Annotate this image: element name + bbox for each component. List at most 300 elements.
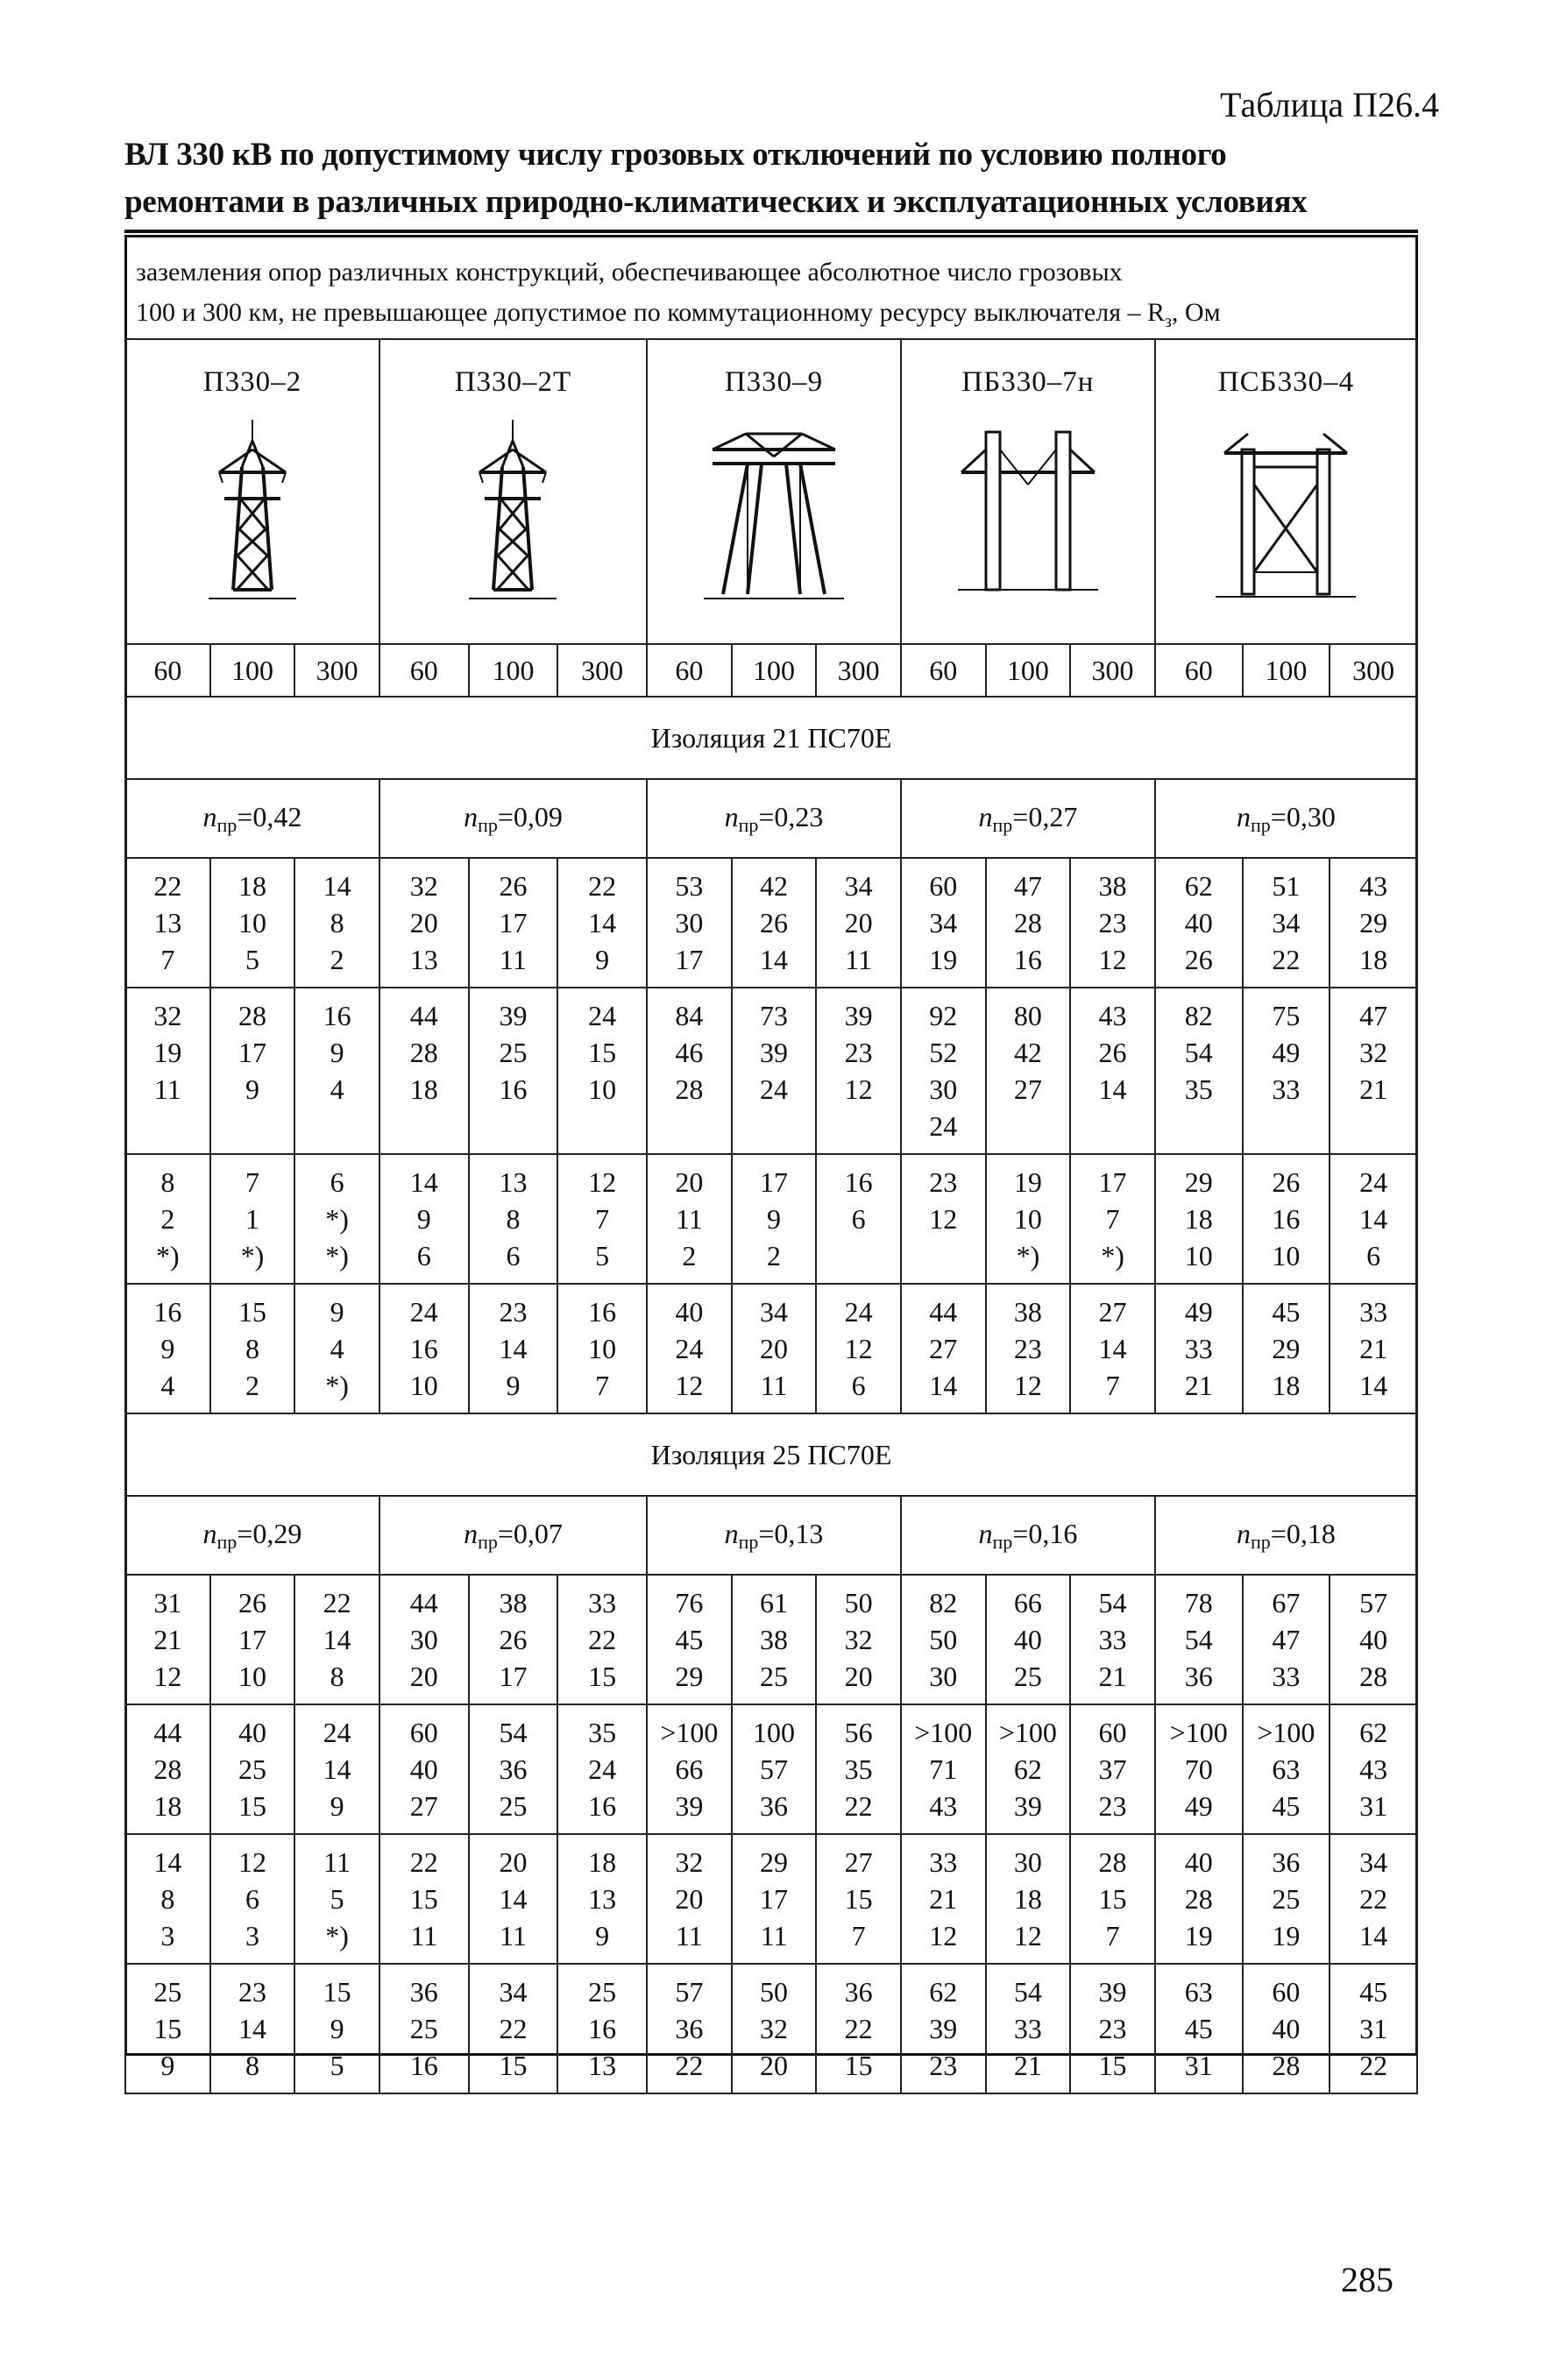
resistance-value: 11 [760,1920,788,1951]
resistance-cell [732,1154,817,1284]
resistance-cell [901,1154,986,1284]
resistance-value: 12 [588,1166,617,1198]
span-length-cell: 60 [647,644,732,697]
resistance-cell [816,1154,901,1284]
resistance-value: 15 [153,2013,182,2044]
resistance-value: 16 [588,2013,617,2044]
resistance-value: 10 [409,1370,438,1401]
resistance-value: *) [325,1203,349,1235]
resistance-cell [294,1964,379,2093]
np-value-cell [647,779,901,858]
page-number: 285 [1341,2260,1393,2299]
table-row [125,988,1417,1154]
resistance-value: 36 [499,1753,528,1785]
resistance-value: 33 [1098,1624,1127,1655]
resistance-value: 15 [409,1883,438,1915]
resistance-value: 10 [238,907,266,939]
resistance-value: 35 [588,1717,617,1748]
span-length-cell: 60 [901,644,986,697]
resistance-value: 29 [1184,1166,1213,1198]
resistance-value: 62 [1013,1753,1042,1785]
resistance-value: 73 [759,1000,788,1031]
resistance-value: 36 [675,2013,704,2044]
resistance-value: 100 [752,1717,795,1748]
data-table [124,338,1418,2094]
resistance-value: 22 [844,1790,873,1822]
resistance-value: 6 [245,1883,259,1915]
resistance-cell [469,1575,558,1704]
resistance-value: 49 [1272,1037,1301,1068]
np-value-cell [1155,779,1417,858]
resistance-cell [986,988,1071,1154]
np-subscript: пр [478,813,498,836]
resistance-value: 22 [499,2013,528,2044]
resistance-value: 33 [1013,2013,1042,2044]
resistance-value: 15 [323,1976,351,2008]
resistance-value: 39 [759,1037,788,1068]
insulation-section-title: Изоляция 21 ПС70Е [125,697,1417,779]
resistance-cell [732,1575,817,1704]
resistance-value: 28 [409,1037,438,1068]
resistance-cell [1243,1154,1330,1284]
resistance-value: 54 [499,1717,528,1748]
resistance-value: 39 [844,1000,873,1031]
resistance-value: >100 [660,1717,719,1748]
resistance-value: 9 [330,1790,344,1822]
resistance-value: 9 [595,1920,610,1951]
resistance-value: 18 [1184,1203,1213,1235]
resistance-value: 2 [682,1240,697,1271]
table-row [125,1284,1417,1413]
resistance-value: 20 [675,1166,704,1198]
resistance-value: 14 [499,1333,528,1364]
resistance-cell [469,1834,558,1964]
resistance-value: 62 [1184,870,1213,902]
resistance-cell [816,988,901,1154]
resistance-value: 2 [766,1240,781,1271]
resistance-value: 49 [1184,1296,1213,1328]
resistance-value: 24 [588,1753,617,1785]
resistance-value: 22 [153,870,182,902]
resistance-value: 71 [929,1753,958,1785]
resistance-value: 6 [851,1370,866,1401]
np-value-cell [647,1496,901,1575]
resistance-value: 12 [1013,1920,1042,1951]
table-row [125,1834,1417,1964]
resistance-value: 22 [1272,944,1301,975]
resistance-value: 26 [1098,1037,1127,1068]
resistance-value: 13 [409,944,438,975]
resistance-value: 84 [675,1000,704,1031]
resistance-cell [1070,1964,1155,2093]
resistance-value: 47 [1013,870,1042,902]
resistance-cell [816,1704,901,1834]
resistance-cell [647,1834,732,1964]
resistance-cell [1330,1964,1417,2093]
resistance-value: 15 [844,1883,873,1915]
resistance-value: 34 [1272,907,1301,939]
resistance-value: 9 [595,944,610,975]
resistance-value: >100 [998,1717,1057,1748]
resistance-value: 57 [759,1753,788,1785]
resistance-value: 11 [500,1920,527,1951]
resistance-value: 50 [759,1976,788,2008]
np-symbol: n [202,800,217,832]
resistance-value: 19 [1013,1166,1042,1198]
resistance-value: 28 [1359,1661,1388,1692]
resistance-value: 50 [929,1624,958,1655]
resistance-value: 30 [409,1624,438,1655]
np-subscript: пр [738,1530,759,1553]
resistance-value: 39 [929,2013,958,2044]
resistance-value: 28 [1272,2050,1301,2081]
resistance-cell [732,988,817,1154]
resistance-value: *) [325,1240,349,1271]
resistance-value: 12 [844,1073,873,1105]
tower-header-cell [379,339,647,644]
resistance-value: 10 [588,1333,617,1364]
resistance-cell [1155,1575,1243,1704]
resistance-value: 29 [675,1661,704,1692]
resistance-value: 12 [1013,1370,1042,1401]
table-row [125,1704,1417,1834]
resistance-value: 28 [1013,907,1042,939]
resistance-value: 50 [844,1587,873,1619]
resistance-value: 14 [1098,1333,1127,1364]
span-length-cell: 100 [732,644,817,697]
resistance-cell [1243,988,1330,1154]
resistance-value: 11 [845,944,873,975]
resistance-value: 14 [588,907,617,939]
resistance-value: 21 [1184,1370,1213,1401]
resistance-cell [1330,988,1417,1154]
resistance-cell [986,1704,1071,1834]
resistance-value: 16 [588,1790,617,1822]
table-row [125,1964,1417,2093]
resistance-value: 15 [1098,1883,1127,1915]
resistance-value: 57 [1359,1587,1388,1619]
resistance-value: 26 [1272,1166,1301,1198]
resistance-value: 14 [323,1753,351,1785]
resistance-value: 7 [160,944,175,975]
np-subscript: пр [216,1530,238,1553]
resistance-value: 14 [323,1624,351,1655]
np-value: =0,29 [237,1517,302,1549]
resistance-value: 14 [238,2013,266,2044]
resistance-value: 63 [1272,1753,1301,1785]
resistance-value: 27 [1098,1296,1127,1328]
resistance-value: 23 [1098,907,1127,939]
resistance-value: 14 [1359,1370,1388,1401]
resistance-value: 39 [675,1790,704,1822]
resistance-value: 20 [499,1846,528,1878]
resistance-value: 17 [1098,1166,1127,1198]
span-length-cell: 300 [816,644,901,697]
resistance-value: 23 [1013,1333,1042,1364]
resistance-value: 24 [675,1333,704,1364]
span-length-cell: 300 [1070,644,1155,697]
resistance-value: 25 [499,1037,528,1068]
resistance-value: 44 [409,1000,438,1031]
resistance-value: 17 [499,907,528,939]
resistance-value: 24 [409,1296,438,1328]
resistance-value: 28 [238,1000,266,1031]
resistance-value: 15 [588,1037,617,1068]
table-row [125,858,1417,988]
resistance-cell [816,1834,901,1964]
resistance-value: 14 [409,1166,438,1198]
tower-name: ПБ330–7н [961,366,1095,398]
resistance-value: 28 [153,1753,182,1785]
resistance-cell [125,988,210,1154]
resistance-value: 12 [1098,944,1127,975]
resistance-cell [557,1575,647,1704]
resistance-cell [901,1575,986,1704]
resistance-value: 39 [499,1000,528,1031]
resistance-value: *) [1016,1240,1040,1271]
resistance-cell [732,858,817,988]
resistance-value: 25 [759,1661,788,1692]
np-subscript: пр [992,813,1013,836]
resistance-value: 11 [675,1203,703,1235]
resistance-cell [125,1575,210,1704]
resistance-value: 36 [409,1976,438,2008]
resistance-value: 19 [1184,1920,1213,1951]
resistance-cell [1243,1575,1330,1704]
resistance-cell [1330,1834,1417,1964]
resistance-value: 30 [675,907,704,939]
resistance-value: 22 [675,2050,704,2081]
headnote-line-1: заземления опор различных конструкций, обеспечивающее абсолютное число грозовых [136,258,1123,287]
resistance-value: 75 [1272,1000,1301,1031]
resistance-cell [986,1834,1071,1964]
resistance-cell [1155,988,1243,1154]
resistance-value: 53 [675,870,704,902]
resistance-cell [294,1154,379,1284]
resistance-value: 20 [409,907,438,939]
resistance-value: 4 [160,1370,175,1401]
resistance-value: 24 [759,1073,788,1105]
np-symbol: n [202,1517,217,1549]
resistance-value: 14 [929,1370,958,1401]
resistance-cell [1243,1704,1330,1834]
np-subscript: пр [1251,813,1271,836]
table-caption-label: Таблица П26.4 [1220,85,1439,124]
resistance-value: 18 [409,1073,438,1105]
resistance-value: 21 [1359,1073,1388,1105]
resistance-value: 16 [409,1333,438,1364]
resistance-value: 20 [759,2050,788,2081]
np-value: =0,16 [1012,1517,1078,1549]
resistance-value: 20 [844,907,873,939]
headnote-line-2 [136,293,1407,342]
resistance-value: 15 [588,1661,617,1692]
resistance-value: 40 [1359,1624,1388,1655]
resistance-value: 25 [409,2013,438,2044]
resistance-cell [1243,1284,1330,1413]
resistance-value: 28 [1184,1883,1213,1915]
resistance-value: 6 [1366,1240,1381,1271]
resistance-value: 24 [844,1296,873,1328]
np-value: =0,30 [1270,800,1336,832]
braced-h-tower-icon [1207,414,1365,607]
resistance-value: *) [325,1370,349,1401]
resistance-value: 44 [929,1296,958,1328]
resistance-value: 7 [1105,1920,1120,1951]
resistance-value: 2 [330,944,344,975]
resistance-value: 16 [323,1000,351,1031]
resistance-cell [557,1284,647,1413]
resistance-value: 44 [409,1587,438,1619]
resistance-cell [647,1154,732,1284]
np-subscript: пр [1251,1530,1271,1553]
resistance-value: 21 [1098,1661,1127,1692]
resistance-value: 23 [1098,2013,1127,2044]
resistance-cell [1243,1834,1330,1964]
resistance-cell [647,1575,732,1704]
resistance-value: 14 [323,870,351,902]
resistance-value: 30 [929,1073,958,1105]
resistance-value: 16 [1013,944,1042,975]
resistance-value: 14 [1359,1203,1388,1235]
resistance-cell [901,1704,986,1834]
resistance-value: 34 [1359,1846,1388,1878]
resistance-value: 92 [929,1000,958,1031]
resistance-value: 16 [153,1296,182,1328]
resistance-cell [1330,1154,1417,1284]
span-length-cell: 100 [1243,644,1330,697]
resistance-value: 17 [759,1883,788,1915]
resistance-value: 66 [1013,1587,1042,1619]
resistance-value: 33 [588,1587,617,1619]
resistance-cell [379,1154,469,1284]
resistance-value: 16 [499,1073,528,1105]
resistance-value: 29 [759,1846,788,1878]
resistance-value: 23 [929,1166,958,1198]
resistance-cell [210,1704,295,1834]
resistance-cell [294,1834,379,1964]
resistance-value: 8 [160,1883,175,1915]
resistance-value: 7 [595,1370,610,1401]
resistance-value: 70 [1184,1753,1213,1785]
resistance-cell [125,858,210,988]
tower-header-cell [901,339,1155,644]
resistance-value: 80 [1013,1000,1042,1031]
np-value-cell [901,1496,1155,1575]
resistance-value: 34 [844,870,873,902]
resistance-value: 10 [238,1661,266,1692]
resistance-cell [1330,1704,1417,1834]
resistance-value: 25 [153,1976,182,2008]
resistance-value: 12 [929,1920,958,1951]
resistance-value: 32 [1359,1037,1388,1068]
resistance-value: 4 [330,1073,344,1105]
resistance-value: *) [1101,1240,1124,1271]
resistance-value: 1 [245,1203,259,1235]
resistance-value: 49 [1184,1790,1213,1822]
resistance-cell [901,1284,986,1413]
resistance-value: 34 [499,1976,528,2008]
resistance-value: 16 [409,2050,438,2081]
np-value: =0,27 [1012,800,1078,832]
resistance-value: 43 [1359,870,1388,902]
resistance-value: 26 [759,907,788,939]
resistance-value: 54 [1013,1976,1042,2008]
resistance-value: 17 [675,944,704,975]
resistance-value: 45 [1272,1790,1301,1822]
np-symbol: n [464,1517,479,1549]
resistance-value: 33 [1272,1661,1301,1692]
resistance-value: 31 [153,1587,182,1619]
resistance-cell [647,858,732,988]
resistance-value: 76 [675,1587,704,1619]
resistance-value: 30 [1013,1846,1042,1878]
resistance-value: 15 [1098,2050,1127,2081]
resistance-value: 82 [929,1587,958,1619]
resistance-value: 12 [238,1846,266,1878]
resistance-cell [469,1704,558,1834]
resistance-cell [901,988,986,1154]
np-symbol: n [724,800,739,832]
resistance-cell [732,1964,817,2093]
resistance-value: 52 [929,1037,958,1068]
np-symbol: n [978,1517,993,1549]
resistance-value: 40 [1184,1846,1213,1878]
resistance-value: 22 [409,1846,438,1878]
resistance-cell [294,858,379,988]
resistance-value: 32 [675,1846,704,1878]
resistance-value: 28 [675,1073,704,1105]
resistance-cell [379,1575,469,1704]
np-subscript: пр [992,1530,1013,1553]
resistance-cell [210,1964,295,2093]
resistance-value: 9 [160,2050,175,2081]
np-subscript: пр [216,813,238,836]
resistance-value: 25 [238,1753,266,1785]
resistance-cell [557,1704,647,1834]
resistance-cell [986,858,1071,988]
resistance-cell [294,1704,379,1834]
resistance-value: 7 [595,1203,610,1235]
resistance-value: 17 [759,1166,788,1198]
resistance-value: 3 [160,1920,175,1951]
tower-header-cell [647,339,901,644]
span-length-cell: 300 [557,644,647,697]
np-value-cell [379,1496,647,1575]
resistance-value: 12 [675,1370,704,1401]
resistance-value: 54 [1184,1624,1213,1655]
resistance-value: *) [155,1240,180,1271]
resistance-value: 30 [929,1661,958,1692]
resistance-value: 23 [238,1976,266,2008]
resistance-cell [1330,1575,1417,1704]
resistance-value: 32 [844,1624,873,1655]
np-subscript: пр [478,1530,498,1553]
resistance-value: 22 [1359,1883,1388,1915]
resistance-cell [469,1154,558,1284]
resistance-value: 10 [1272,1240,1301,1271]
resistance-value: 17 [499,1661,528,1692]
resistance-cell [469,1964,558,2093]
resistance-cell [469,858,558,988]
resistance-value: 26 [499,870,528,902]
resistance-value: 33 [929,1846,958,1878]
resistance-value: 23 [499,1296,528,1328]
resistance-cell [1155,858,1243,988]
resistance-cell [125,1704,210,1834]
resistance-cell [1070,858,1155,988]
table-headnote [136,252,1407,342]
